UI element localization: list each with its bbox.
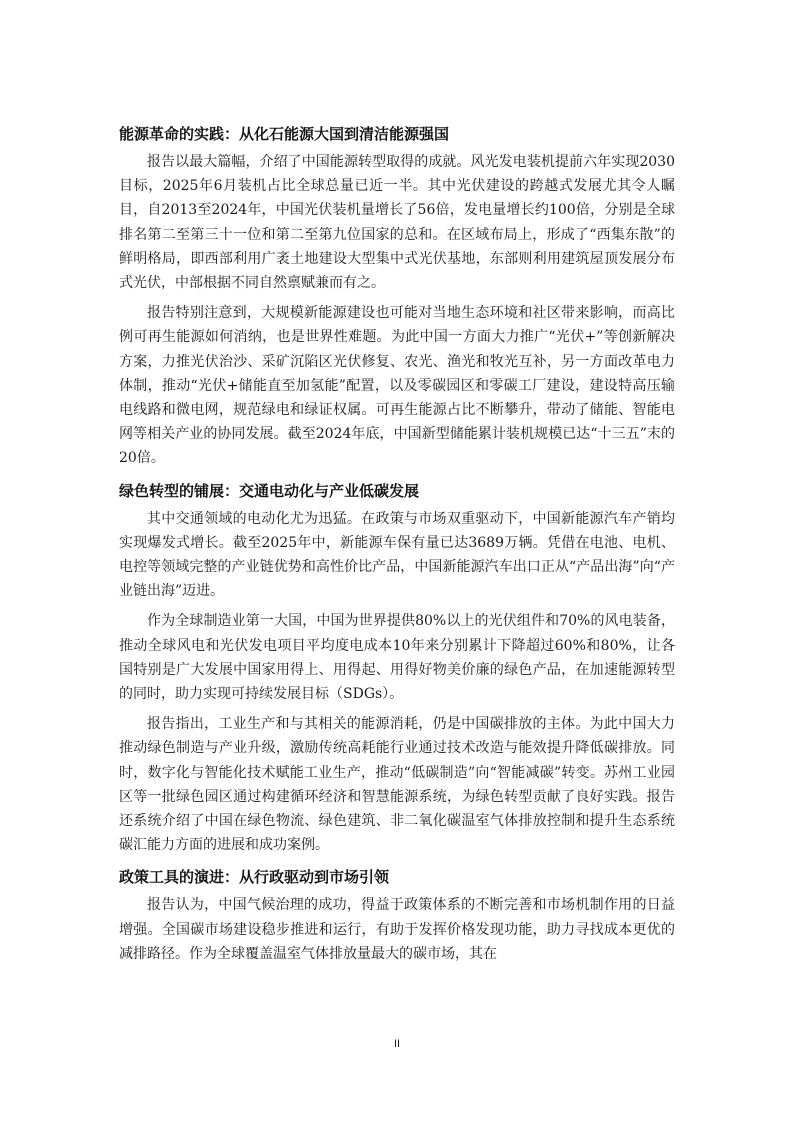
section-heading: 政策工具的演进：从行政驱动到市场引领 [119,868,390,887]
paragraph: 报告指出，工业生产和与其相关的能源消耗，仍是中国碳排放的主体。为此中国大力推动绿色制造与产业升级，激励传统高耗能行业通过技术改造与能效提升降低碳排放。同时，数字化与智能化技术赋能工业生产，推动“低碳制造”向“智能减碳”转变。苏州工业园区等一批绿色园区通过构建循环经济和智慧能源系统，为绿色转型贡献了良好实践。报告还系统介绍了中国在绿色物流、绿色建筑、非二氧化碳温室气体排放控制和提升生态系统碳汇能力方面的进展和成功案例。 [119,716,675,854]
paragraph: 报告特别注意到，大规模新能源建设也可能对当地生态环境和社区带来影响，而高比例可再生能源如何消纳，也是世界性难题。为此中国一方面大力推广“光伏+”等创新解决方案，力推光伏治沙、采矿沉陷区光伏修复、农光、渔光和牧光互补，另一方面改革电力体制，推动“光伏+储能直至加氢能”配置，以及零碳园区和零碳工厂建设，建设特高压输电线路和微电网，规范绿电和绿证权属。可再生能源占比不断攀升，带动了储能、智能电网等相关产业的协同发展。截至2024年底，中国新型储能累计装机规模已达“十三五”末的20倍。 [119,305,675,467]
section-policy-tools [119,863,675,966]
section-green-transition [119,477,675,858]
section-heading: 能源革命的实践：从化石能源大国到清洁能源强国 [119,125,450,143]
page-number: II [393,1038,401,1050]
paragraph: 报告认为，中国气候治理的成功，得益于政策体系的不断完善和市场机制作用的日益增强。全国碳市场建设稳步推进和运行，有助于发挥价格发现功能，助力寻找成本更优的减排路径。作为全球覆盖温室气体排放量最大的碳市场，其在 [119,897,675,962]
paragraph: 作为全球制造业第一大国，中国为世界提供80%以上的光伏组件和70%的风电装备，推动全球风电和光伏发电项目平均度电成本10年来分别累计下降超过60%和80%，让各国特别是广大发展中国家用得上、用得起、用得好物美价廉的绿色产品，在加速能源转型的同时，助力实现可持续发展目标（SDGs）。 [119,613,675,703]
section-energy-revolution [119,120,675,471]
section-heading: 绿色转型的铺展：交通电动化与产业低碳发展 [119,481,420,500]
paragraph: 报告以最大篇幅，介绍了中国能源转型取得的成就。风光发电装机提前六年实现2030目标，2025年6月装机占比全球总量已近一半。其中光伏建设的跨越式发展尤其令人瞩目，自2013至2024年，中国光伏装机量增长了56倍，发电量增长约100倍，分别是全球排名第二至第三十一位和第二至第九位国家的总和。在区域布局上，形成了“西集东散”的鲜明格局，即西部利用广袤土地建设大型集中式光伏基地，东部则利用建筑屋顶发展分布式光伏，中部根据不同自然禀赋兼而有之。 [119,154,675,292]
paragraph: 其中交通领域的电动化尤为迅猛。在政策与市场双重驱动下，中国新能源汽车产销均实现爆发式增长。截至2025年中，新能源车保有量已达3689万辆。凭借在电池、电机、电控等领域完整的产业链优势和高性价比产品，中国新能源汽车出口正从“产品出海”向“产业链出海”迈进。 [119,510,675,600]
page-content [119,120,675,972]
